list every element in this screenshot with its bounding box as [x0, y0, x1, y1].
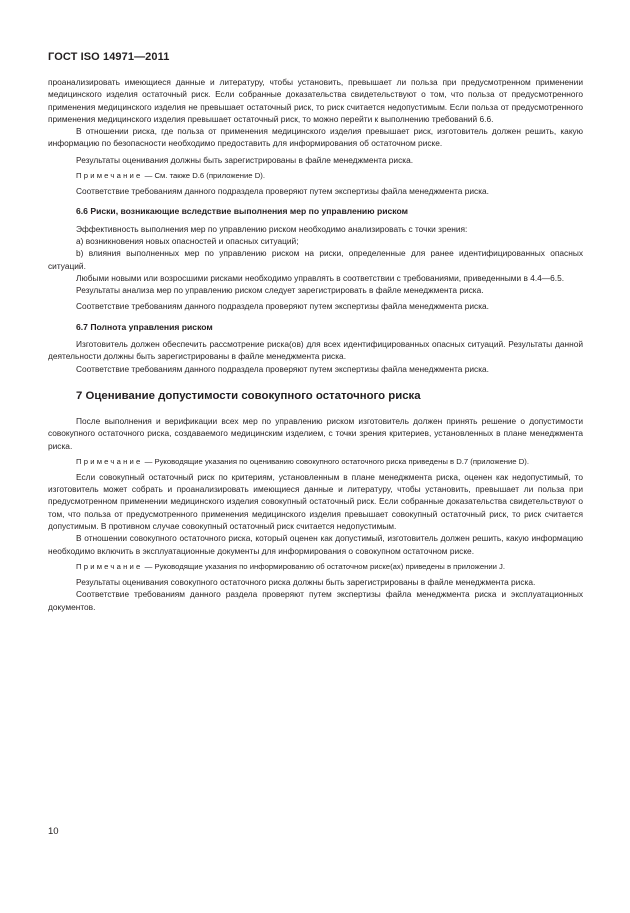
paragraph: проанализировать имеющиеся данные и литературу, чтобы установить, превышает ли польза при предусмотренном применении медицинского изделия остаточный риск. Если собранные доказательства свидетельствуют о том, что польза от предусмотренного применения медицинского изделия не превышает остаточный риск, то риск считается недопустимым. Если польза от предусмотренного применения медицинского изделия превышает остаточный риск, то можно перейти к выполнению требований 6.6. — [48, 77, 583, 124]
note — [48, 456, 583, 467]
document-header: ГОСТ ISO 14971—2011 — [48, 51, 170, 63]
paragraph: Соответствие требованиям данного подраздела проверяют путем экспертизы файла менеджмента риска. — [76, 186, 489, 197]
paragraph: Результаты оценивания должны быть зарегистрированы в файле менеджмента риска. — [76, 154, 414, 165]
section-heading-6-7: 6.7 Полнота управления риском — [76, 321, 213, 332]
paragraph: В отношении риска, где польза от применения медицинского изделия превышает риск, изготовитель должен решить, какую информацию по безопасности необходимо предоставить для информирования об остаточном риске. — [48, 126, 583, 149]
paragraph: Если совокупный остаточный риск по критериям, установленным в плане менеджмента риска, оценен как недопустимый, то изготовитель может собрать и проанализировать имеющиеся данные и литературу, чтобы установить, превышает ли польза при предусмотренном применении медицинского изделия совокупный остаточный риск. Если собранные доказательства свидетельствуют о том, что польза от предусмотренного применения медицинского изделия превышает совокупный остаточный риск, то риск считается допустимым. В противном случае совокупный остаточный риск считается недопустимым. — [48, 471, 583, 532]
paragraph: Результаты оценивания совокупного остаточного риска должны быть зарегистрированы в файле менеджмента риска. — [76, 576, 536, 587]
note — [48, 170, 583, 181]
note-label: Примечание — [76, 561, 143, 571]
page-content — [48, 76, 583, 613]
paragraph: В отношении совокупного остаточного риска, который оценен как допустимый, изготовитель должен решить, какую информацию необходимо включить в эксплуатационные документы для информирования о совокупном остаточном риске. — [48, 533, 583, 556]
list-item: a) возникновения новых опасностей и опасных ситуаций; — [76, 235, 299, 246]
note-label: Примечание — [76, 456, 143, 466]
paragraph: Соответствие требованиям данного подраздела проверяют путем экспертизы файла менеджмента риска. — [76, 363, 489, 374]
note-text: — Руководящие указания по оцениванию совокупного остаточного риска приведены в D.7 (приложение D). — [144, 456, 529, 466]
paragraph: Соответствие требованиям данного раздела проверяют путем экспертизы файла менеджмента риска и эксплуатационных документов. — [48, 589, 583, 612]
paragraph: Любыми новыми или возросшими рисками необходимо управлять в соответствии с требованиями, приведенными в 4.4—6.5. — [76, 272, 565, 283]
note-label: Примечание — [76, 171, 143, 181]
note — [48, 561, 583, 572]
page-number: 10 — [48, 826, 59, 837]
section-heading-6-6: 6.6 Риски, возникающие вследствие выполнения мер по управлению риском — [76, 206, 408, 217]
paragraph: Соответствие требованиям данного подраздела проверяют путем экспертизы файла менеджмента риска. — [76, 301, 489, 312]
note-text: — Руководящие указания по информированию об остаточном риске(ах) приведены в приложении J. — [144, 561, 506, 571]
paragraph: После выполнения и верификации всех мер по управлению риском изготовитель должен принять решение о допустимости совокупного остаточного риска, создаваемого медицинским изделием, с точки зрения критериев, установленных в плане менеджмента риска. — [48, 415, 583, 451]
paragraph: Эффективность выполнения мер по управлению риском необходимо анализировать с точки зрения: — [76, 223, 468, 234]
paragraph: Результаты анализа мер по управлению риском следует зарегистрировать в файле менеджмента риска. — [76, 285, 484, 296]
section-heading-7: 7 Оценивание допустимости совокупного остаточного риска — [76, 389, 421, 402]
list-item: b) влияния выполненных мер по управлению риском на риски, определенные для ранее идентифицированных опасных ситуаций. — [48, 248, 583, 271]
note-text: — См. также D.6 (приложение D). — [144, 171, 265, 181]
paragraph: Изготовитель должен обеспечить рассмотрение риска(ов) для всех идентифицированных опасных ситуаций. Результаты данной деятельности должны быть зарегистрированы в файле менеджмента риска. — [48, 339, 583, 362]
